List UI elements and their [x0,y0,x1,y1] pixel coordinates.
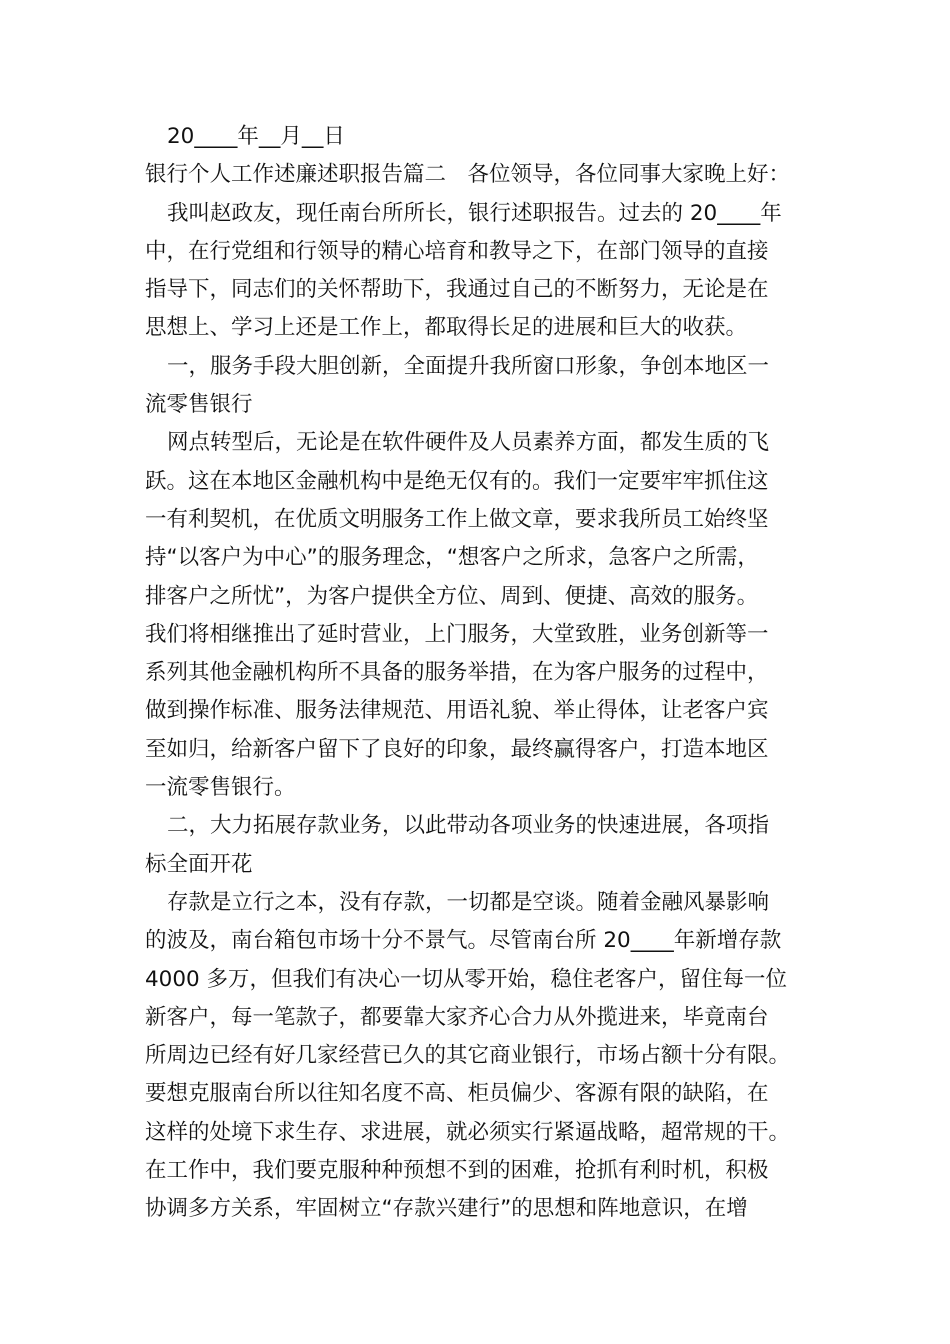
section-heading-line: 标全面开花 [145,851,253,877]
section-heading-line: 一，服务手段大胆创新，全面提升我所窗口形象，争创本地区一 [167,353,770,379]
paragraph-line: 系列其他金融机构所不具备的服务举措，在为客户服务的过程中， [145,660,769,686]
paragraph-line: 要想克服南台所以往知名度不高、柜员偏少、客源有限的缺陷，在 [145,1081,769,1107]
paragraph-line: 这样的处境下求生存、求进展，就必须实行紧逼战略，超常规的干。 [145,1119,791,1145]
report-title-line: 银行个人工作述廉述职报告篇二 各位领导，各位同事大家晚上好： [145,162,791,188]
paragraph-line: 至如归，给新客户留下了良好的印象，最终赢得客户，打造本地区 [145,736,769,762]
paragraph-line: 在工作中，我们要克服种种预想不到的困难，抢抓有利时机，积极 [145,1158,769,1184]
document-body [145,118,825,1229]
paragraph-line: 中，在行党组和行领导的精心培育和教导之下，在部门领导的直接 [145,238,769,264]
section-heading-line: 流零售银行 [145,392,253,418]
section-heading-line: 二，大力拓展存款业务，以此带动各项业务的快速进展，各项指 [167,813,770,839]
paragraph-line: 排客户之所忧”，为客户提供全方位、周到、便捷、高效的服务。 [145,583,759,609]
paragraph-line: 存款是立行之本，没有存款，一切都是空谈。随着金融风暴影响 [167,889,770,915]
paragraph-line: 的波及，南台箱包市场十分不景气。尽管南台所 20____年新增存款 [145,928,782,954]
paragraph-line: 我们将相继推出了延时营业，上门服务，大堂致胜，业务创新等一 [145,621,769,647]
paragraph-line: 思想上、学习上还是工作上，都取得长足的进展和巨大的收获。 [145,315,748,341]
paragraph-line: 协调多方关系，牢固树立“存款兴建行”的思想和阵地意识，在增 [145,1196,748,1222]
paragraph-line: 一流零售银行。 [145,775,296,801]
paragraph-line: 跃。这在本地区金融机构中是绝无仅有的。我们一定要牢牢抓住这 [145,468,769,494]
paragraph-line: 持“以客户为中心”的服务理念，“想客户之所求，急客户之所需， [145,545,759,571]
paragraph-line: 4000 多万，但我们有决心一切从零开始，稳住老客户，留住每一位 [145,966,788,992]
paragraph-line: 做到操作标准、服务法律规范、用语礼貌、举止得体，让老客户宾 [145,698,769,724]
date-line: 20____年__月__日 [167,124,345,149]
paragraph-line: 一有利契机，在优质文明服务工作上做文章，要求我所员工始终坚 [145,506,769,532]
paragraph-line: 我叫赵政友，现任南台所所长，银行述职报告。过去的 20____年 [167,200,782,226]
paragraph-line: 所周边已经有好几家经营已久的其它商业银行，市场占额十分有限。 [145,1043,791,1069]
paragraph-line: 新客户，每一笔款子，都要靠大家齐心合力从外揽进来，毕竟南台 [145,1004,769,1030]
paragraph-line: 指导下，同志们的关怀帮助下，我通过自己的不断努力，无论是在 [145,277,769,303]
paragraph-line: 网点转型后，无论是在软件硬件及人员素养方面，都发生质的飞 [167,430,770,456]
